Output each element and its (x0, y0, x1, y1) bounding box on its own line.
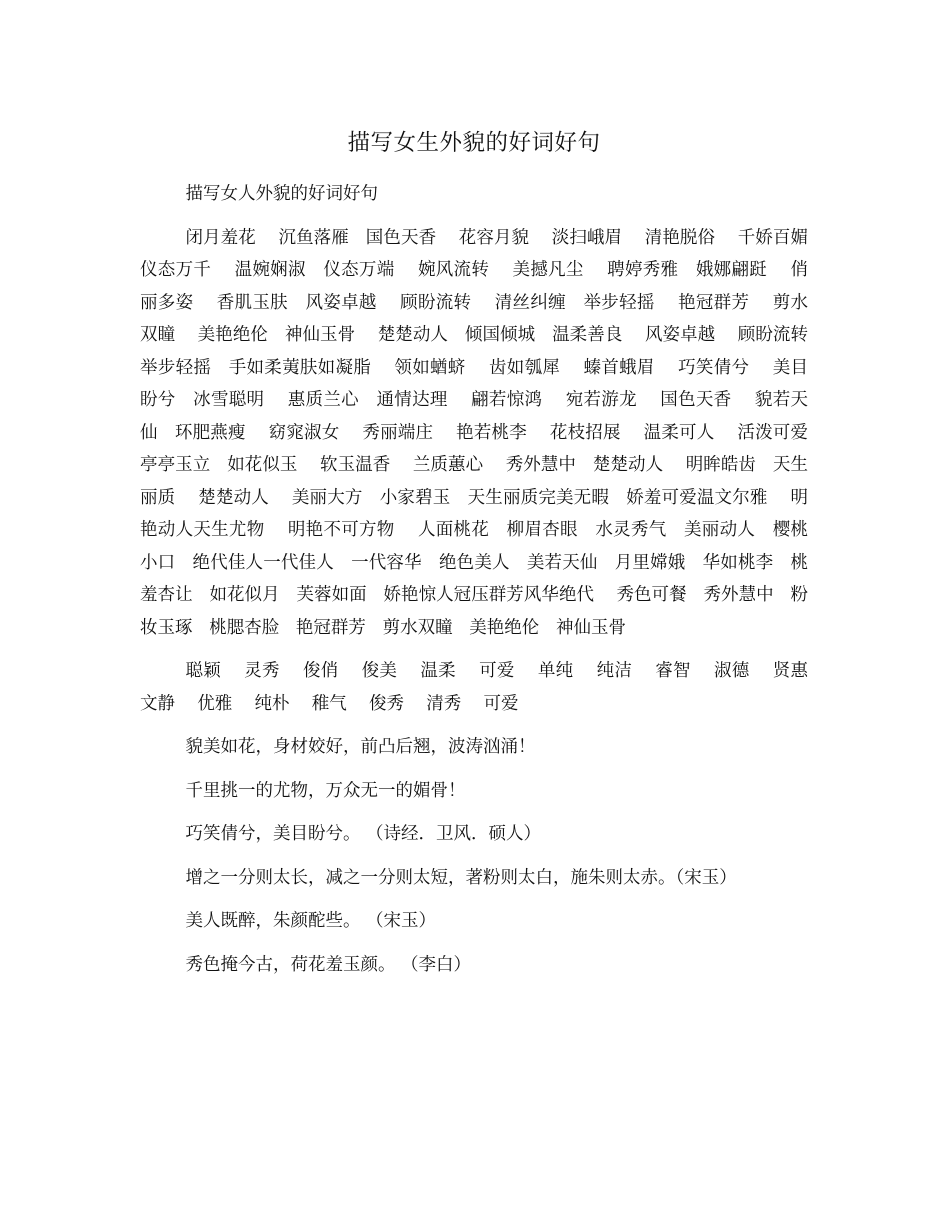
document-title: 描写女生外貌的好词好句 (347, 130, 601, 156)
quote-paragraph: 增之一分则太长，减之一分则太短，著粉则太白，施朱则太赤。（宋玉） (185, 867, 737, 888)
sentence-paragraph: 貌美如花，身材姣好，前凸后翘，波涛汹涌！ (185, 737, 536, 757)
adjective-list-paragraph: 聪颖 灵秀 俊俏 俊美 温柔 可爱 单纯 纯洁 睿智 淑德 贤惠文静 优雅 纯朴 稚气 俊秀 清秀 可爱 (140, 661, 808, 714)
quote-paragraph: 美人既醉，朱颜酡些。 （宋玉） (185, 911, 437, 931)
section-heading: 描写女人外貌的好词好句 (185, 184, 378, 204)
quote-paragraph: 巧笑倩兮，美目盼兮。 （诗经．卫风．硕人） (185, 824, 542, 844)
idiom-list-paragraph: 闭月羞花 沉鱼落雁 国色天香 花容月貌 淡扫峨眉 清艳脱俗 千娇百媚 仪态万千 温婉娴淑 仪态万端 婉风流转 美撼凡尘 聘婷秀雅 娥娜翩跹 俏丽多姿 香肌玉肤 风姿卓越 顾盼流转 清丝纠缠 举步轻摇 艳冠群芳 剪水双瞳 美艳绝伦 神仙玉骨 楚楚动人 倾国倾城 温柔善良 风姿卓越 顾盼流转 举步轻摇 手如柔荑肤如凝脂 领如蝤蛴 齿如瓠犀 螓首蛾眉 巧笑倩兮 美目盼兮 冰雪聪明 惠质兰心 通情达理 翩若惊鸿 宛若游龙 国色天香 貌若天仙 环肥燕瘦 窈窕淑女 秀丽端庄 艳若桃李 花枝招展 温柔可人 活泼可爱 亭亭玉立 如花似玉 软玉温香 兰质蕙心 秀外慧中 楚楚动人 明眸皓齿 天生丽质 楚楚动人 美丽大方 小家碧玉 天生丽质完美无暇 娇羞可爱温文尔雅 明艳动人天生尤物 明艳不可方物 人面桃花 柳眉杏眼 水灵秀气 美丽动人 樱桃小口 绝代佳人一代佳人 一代容华 绝色美人 美若天仙 月里嫦娥 华如桃李 桃羞杏让 如花似月 芙蓉如面 娇艳惊人冠压群芳风华绝代 秀色可餐 秀外慧中 粉妆玉琢 桃腮杏脸 艳冠群芳 剪水双瞳 美艳绝伦 神仙玉骨 (140, 227, 831, 638)
quote-paragraph: 秀色掩今古，荷花羞玉颜。 （李白） (185, 954, 472, 975)
document-page (140, 120, 831, 992)
sentence-paragraph: 千里挑一的尤物，万众无一的媚骨！ (185, 780, 466, 801)
